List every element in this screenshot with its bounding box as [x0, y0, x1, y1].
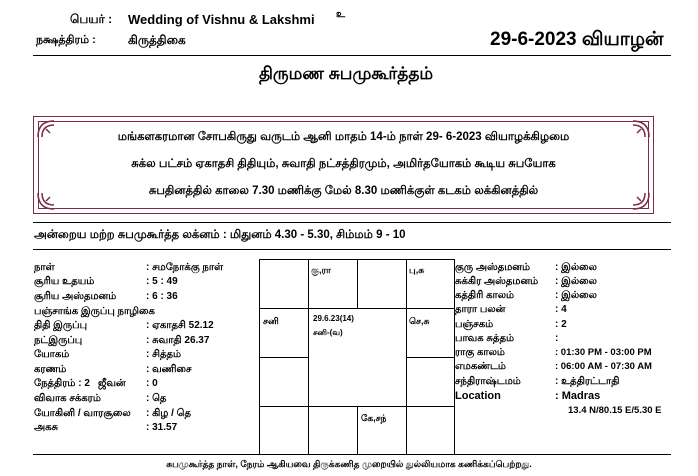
grid-guru-rahu: கு,ரா: [311, 265, 331, 275]
other-lagna-line: அன்றைய மற்ற சுபமுகூர்த்த லக்னம் : மிதுனம் 4.30 - 5.30, சிம்மம் 9 - 10: [34, 229, 406, 241]
sunrise-label: சூரிய உதயம்: [34, 276, 95, 287]
name-label: பெயர் :: [70, 12, 113, 26]
grid-sani: சனி: [263, 316, 279, 326]
chandrashtamam-label: சந்திராஷ்டமம்: [455, 376, 521, 387]
yogini-value: : கிழ / தெ: [146, 408, 191, 419]
rasi-cell: [406, 357, 455, 407]
naal-label: நாள்: [34, 262, 55, 273]
grid-kethu-chandran: கே,சந்: [361, 413, 387, 423]
date-value: 29-6-2023 வியாழன்: [490, 29, 664, 50]
panchakam-value: : 2: [555, 319, 567, 330]
naal-value: : சமநோக்கு நாள்: [146, 262, 224, 273]
karanam-label: கரணம்: [34, 364, 67, 375]
grid-center-sub: சனி-(வ): [313, 328, 343, 337]
rahu-value: : 01:30 PM - 03:00 PM: [555, 347, 652, 358]
yogini-label: யோகினி / வாரசூலை: [34, 408, 131, 419]
ema-value: : 06:00 AM - 07:30 AM: [555, 361, 652, 372]
name-value: Wedding of Vishnu & Lakshmi: [128, 12, 315, 27]
nethram-label: நேத்திரம் : 2: [34, 378, 90, 389]
guru-ast-label: குரு அஸ்தமனம்: [455, 262, 531, 273]
sunset-label: சூரிய அஸ்தமனம்: [34, 291, 117, 302]
bhavaka-value: :: [555, 333, 559, 344]
rasi-cell: [406, 406, 455, 455]
header-divider: [33, 55, 671, 56]
agasu-value: : 31.57: [146, 422, 178, 433]
grid-center-date: 29.6.23(14): [313, 314, 354, 323]
panchakam-label: பஞ்சகம்: [455, 319, 494, 330]
karthari-label: கத்திரி காலம்: [455, 290, 515, 301]
karanam-value: : வணிசை: [146, 364, 192, 375]
agasu-label: அகசு: [34, 422, 59, 433]
karthari-value: : இல்லை: [555, 290, 597, 301]
grid-budhan: பு,சு: [409, 265, 425, 275]
nakshatra-label: நட்இருப்பு: [34, 335, 83, 346]
chandrashtamam-value: : உத்திரட்டாதி: [555, 376, 620, 387]
divider: [33, 222, 671, 223]
nakshatra-value: : சுவாதி 26.37: [146, 335, 210, 346]
star-label: நக்ஷத்திரம் :: [36, 34, 96, 46]
rasi-cell: [259, 259, 309, 309]
thara-label: தாரா பலன்: [455, 304, 506, 315]
rasi-cell: [357, 259, 407, 309]
sunrise-value: : 5 : 49: [146, 276, 178, 287]
vivaha-label: விவாக சக்கரம்: [34, 393, 101, 404]
location-value: : Madras: [555, 390, 601, 402]
thara-value: : 4: [555, 304, 567, 315]
frame-line-1: மங்களகரமான சோபகிருது வருடம் ஆனி மாதம் 14-ம் நாள் 29- 6-2023 வியாழக்கிழமை: [117, 131, 570, 143]
panchanga-label: பஞ்சாங்க இருப்பு நாழிகை: [34, 306, 155, 317]
footer-divider: [33, 454, 671, 455]
bhavaka-label: பாவக சுத்தம்: [455, 333, 515, 344]
vivaha-value: : தெ: [146, 393, 167, 404]
sukra-ast-value: : இல்லை: [555, 276, 597, 287]
guru-ast-value: : இல்லை: [555, 262, 597, 273]
sukra-ast-label: சுக்கிர அஸ்தமனம்: [455, 276, 539, 287]
frame-line-3: சுபதினத்தில் காலை 7.30 மணிக்கு மேல் 8.30 மணிக்குள் கடகம் லக்கினத்தில்: [148, 185, 539, 197]
divider: [33, 249, 671, 250]
muhurtham-frame: [33, 116, 654, 214]
rasi-cell: [259, 406, 309, 455]
jeevan-value: : 0: [146, 378, 158, 389]
page-title: திருமண சுபமுகூர்த்தம்: [259, 64, 434, 83]
yogam-value: : சித்தம்: [146, 349, 182, 360]
auspicious-mark: உ: [336, 9, 346, 20]
thithi-value: : ஏகாதசி 52.12: [146, 320, 214, 331]
footer-note: சுபமுகூர்த்த நாள், நேரம் ஆகியவை திருக்கணித முறையில் துல்லியமாக கணிக்கப்பெற்றது.: [166, 459, 532, 469]
thithi-label: திதி இருப்பு: [34, 320, 88, 331]
location-label: Location: [455, 390, 501, 402]
rasi-cell: [308, 406, 358, 455]
rahu-label: ராகு காலம்: [455, 347, 505, 358]
frame-line-2: சுக்ல பட்சம் ஏகாதசி திதியும், சுவாதி நட்சத்திரமும், அமிர்தயோகம் கூடிய சுபயோக: [131, 158, 556, 170]
rasi-chart: [259, 259, 455, 455]
sunset-value: : 6 : 36: [146, 291, 178, 302]
yogam-label: யோகம்: [34, 349, 70, 360]
jeevan-label: ஜீவன்: [98, 378, 126, 389]
rasi-cell: [259, 357, 309, 407]
coordinates: 13.4 N/80.15 E/5.30 E: [568, 405, 662, 416]
star-value: கிருத்திகை: [128, 33, 186, 47]
ema-label: எமகண்டம்: [455, 361, 506, 372]
grid-sev-sukra: செ,சு: [409, 316, 430, 326]
